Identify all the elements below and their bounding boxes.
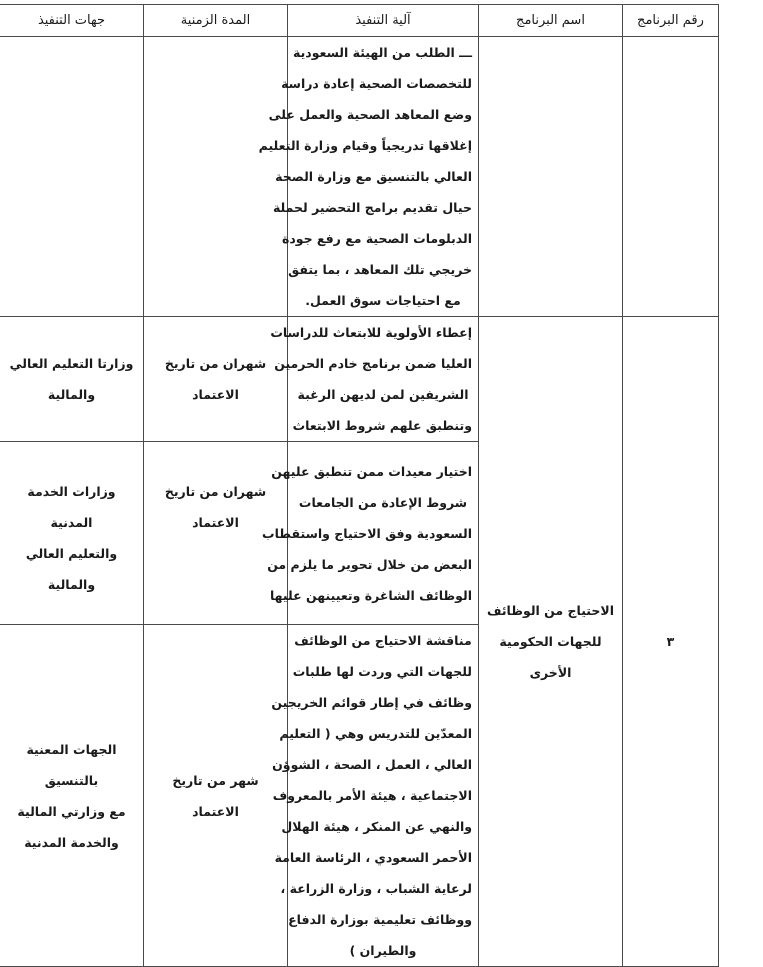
mechanism-line: والطيران ) <box>349 943 417 958</box>
mechanism-line: العالي بالتنسيق مع وزارة الصحة <box>275 169 472 184</box>
mechanism-line: مناقشة الاحتياج من الوظائف <box>294 633 472 648</box>
mechanism-line: خريجي تلك المعاهد ، بما يتفق <box>288 262 472 277</box>
duration-cell <box>144 37 288 317</box>
header-entities: جهات التنفيذ <box>0 5 144 37</box>
mechanism-line: للتخصصات الصحية إعادة دراسة <box>281 76 472 91</box>
mechanism-line: للجهات التي وردت لها طلبات <box>292 664 472 679</box>
mechanism-cell <box>270 317 479 442</box>
entities-line: والتعليم العالي والمالية <box>25 546 118 592</box>
duration-line: شهر من تاريخ الاعتماد <box>172 772 259 819</box>
mechanism-cell <box>258 37 479 317</box>
program-name-line: للجهات الحكومية <box>499 634 602 649</box>
header-duration: المدة الزمنية <box>144 5 288 37</box>
header-program-name: اسم البرنامج <box>479 5 623 37</box>
program-name-cell <box>479 37 623 317</box>
mechanism-line: ووظائف تعليمية بوزارة الدفاع <box>288 912 472 927</box>
mechanism-line: الشريفين لمن لديهن الرغبة <box>297 387 469 402</box>
duration-line: شهران من تاريخ <box>164 484 267 499</box>
mechanism-line: الدبلومات الصحية مع رفع جودة <box>281 231 472 246</box>
table-row <box>0 37 719 317</box>
table-header-row <box>0 5 719 37</box>
mechanism-line: شروط الإعادة من الجامعات <box>298 494 468 510</box>
mechanism-line: وضع المعاهد الصحية والعمل على <box>268 107 472 122</box>
mechanism-line: وتنطبق علهم شروط الابتعاث <box>292 418 472 433</box>
mechanism-line: العليا ضمن برنامج خادم الحرمين <box>274 356 472 371</box>
entities-cell <box>0 317 144 442</box>
program-number-cell: ٣ <box>623 317 719 967</box>
mechanism-line: ـــ الطلب من الهيئة السعودية <box>293 45 472 60</box>
header-mechanism: آلية التنفيذ <box>288 5 479 37</box>
program-name-cell <box>479 317 623 967</box>
duration-cell <box>144 625 288 967</box>
program-name-line: الأخرى <box>529 665 572 680</box>
mechanism-line: اختيار معيدات ممن تنطبق عليهن <box>271 463 472 479</box>
mechanism-line: لرعاية الشباب ، وزارة الزراعة ، <box>280 881 472 896</box>
duration-cell <box>144 317 288 442</box>
entities-cell <box>0 37 144 317</box>
header-program-number: رقم البرنامج <box>623 5 719 37</box>
mechanism-line: السعودية وفق الاحتياج واستقطاب <box>262 525 472 541</box>
mechanism-line: حيال تقديم برامج التحضير لحملة <box>272 200 472 215</box>
entities-line: والمالية <box>47 387 96 402</box>
mechanism-line: المعدّين للتدريس وهي ( التعليم <box>279 726 472 741</box>
mechanism-line: والنهي عن المنكر ، هيئة الهلال <box>281 819 472 834</box>
program-number-cell <box>623 37 719 317</box>
mechanism-line: مع احتياجات سوق العمل. <box>305 293 461 308</box>
table-row <box>0 317 719 442</box>
mechanism-cell <box>262 442 479 625</box>
entities-line: والخدمة المدنية <box>24 834 119 850</box>
entities-cell <box>0 442 144 625</box>
mechanism-line: الأحمر السعودي ، الرئاسة العامة <box>274 850 472 865</box>
program-plan-table <box>0 4 719 967</box>
program-name-line: الاحتياج من الوظائف <box>486 603 615 618</box>
entities-line: الجهات المعنية بالتنسيق <box>26 741 117 788</box>
mechanism-line: إعطاء الأولوية للابتعاث للدراسات <box>270 325 472 340</box>
duration-line: الاعتماد <box>192 387 239 402</box>
entities-cell <box>0 625 144 967</box>
mechanism-line: وظائف في إطار قوائم الخريجين <box>271 695 472 710</box>
duration-line: شهران من تاريخ <box>164 356 267 371</box>
mechanism-line: إغلاقها تدريجياً وقيام وزارة التعليم <box>258 138 472 153</box>
entities-line: مع وزارتي المالية <box>17 803 126 819</box>
entities-line: وزارتا التعليم العالي <box>9 356 134 371</box>
entities-line: وزارات الخدمة المدنية <box>27 484 116 530</box>
mechanism-line: البعض من خلال تحوير ما يلزم من <box>267 556 472 572</box>
mechanism-line: الوظائف الشاغرة وتعيينهن عليها <box>269 587 472 603</box>
duration-line: الاعتماد <box>192 515 239 530</box>
mechanism-line: الاجتماعية ، هيئة الأمر بالمعروف <box>272 788 472 803</box>
mechanism-line: العالي ، العمل ، الصحة ، الشوؤن <box>272 757 472 772</box>
mechanism-cell <box>271 625 479 967</box>
